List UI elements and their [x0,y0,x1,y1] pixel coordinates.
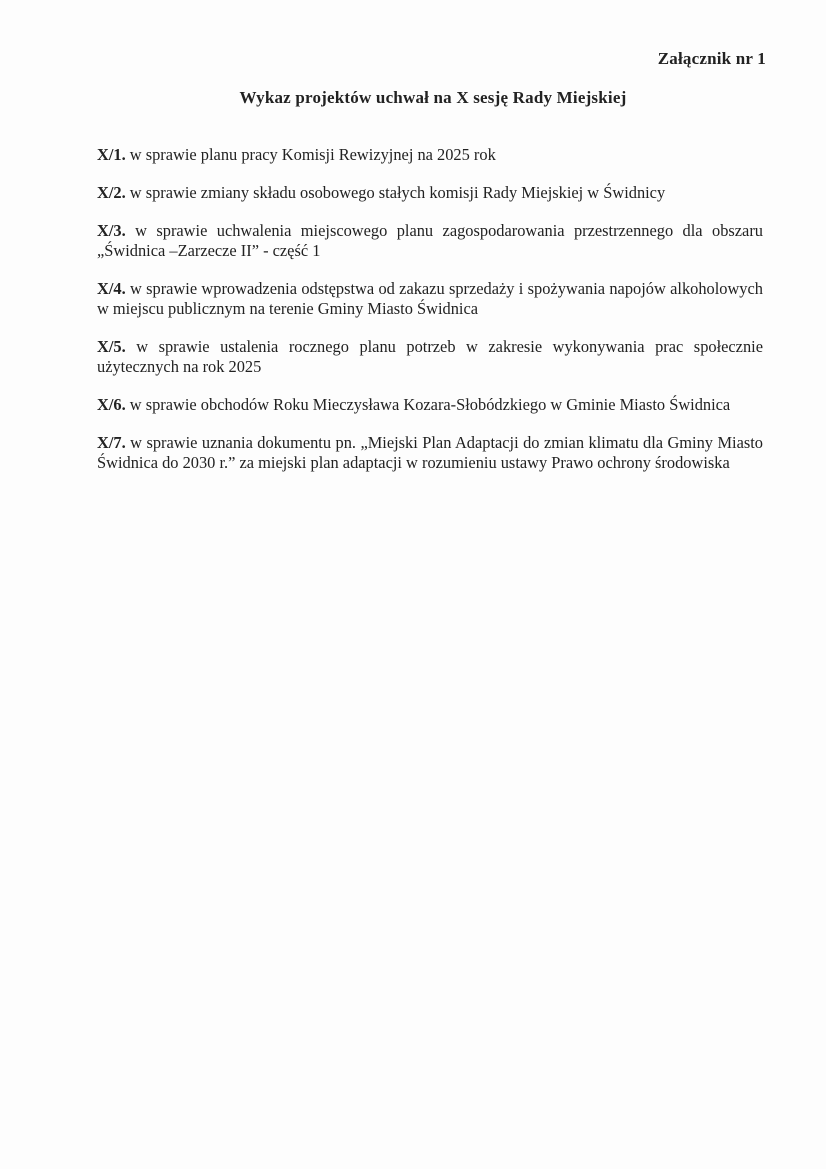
resolution-number: X/3. [97,221,126,240]
resolution-item [97,279,763,319]
resolution-list [97,145,763,491]
resolution-number: X/7. [97,433,126,452]
resolution-text: w sprawie ustalenia rocznego planu potrzeb w zakresie wykonywania prac społecznie użytecznych na rok 2025 [97,337,763,376]
resolution-number: X/6. [97,395,126,414]
resolution-item [97,433,763,473]
resolution-number: X/2. [97,183,126,202]
resolution-text: w sprawie obchodów Roku Mieczysława Kozara-Słobódzkiego w Gminie Miasto Świdnica [129,395,731,414]
attachment-label: Załącznik nr 1 [657,49,766,68]
resolution-text: w sprawie uchwalenia miejscowego planu zagospodarowania przestrzennego dla obszaru „Świdnica –Zarzecze II” - część 1 [97,221,763,260]
resolution-item [97,395,763,415]
resolution-number: X/4. [97,279,126,298]
resolution-item [97,337,763,377]
resolution-text: w sprawie zmiany składu osobowego stałych komisji Rady Miejskiej w Świdnicy [129,183,666,202]
resolution-text: w sprawie wprowadzenia odstępstwa od zakazu sprzedaży i spożywania napojów alkoholowych w miejscu publicznym na terenie Gminy Miasto Świdnica [97,279,763,318]
resolution-text: w sprawie uznania dokumentu pn. „Miejski Plan Adaptacji do zmian klimatu dla Gminy Miasto Świdnica do 2030 r.” za miejski plan adaptacji w rozumieniu ustawy Prawo ochrony środowiska [97,433,763,472]
resolution-number: X/5. [97,337,126,356]
document-title: Wykaz projektów uchwał na X sesję Rady Miejskiej [239,88,627,107]
resolution-number: X/1. [97,145,126,164]
resolution-text: w sprawie planu pracy Komisji Rewizyjnej na 2025 rok [129,145,496,164]
resolution-item [97,183,763,203]
resolution-item [97,145,763,165]
resolution-item [97,221,763,261]
